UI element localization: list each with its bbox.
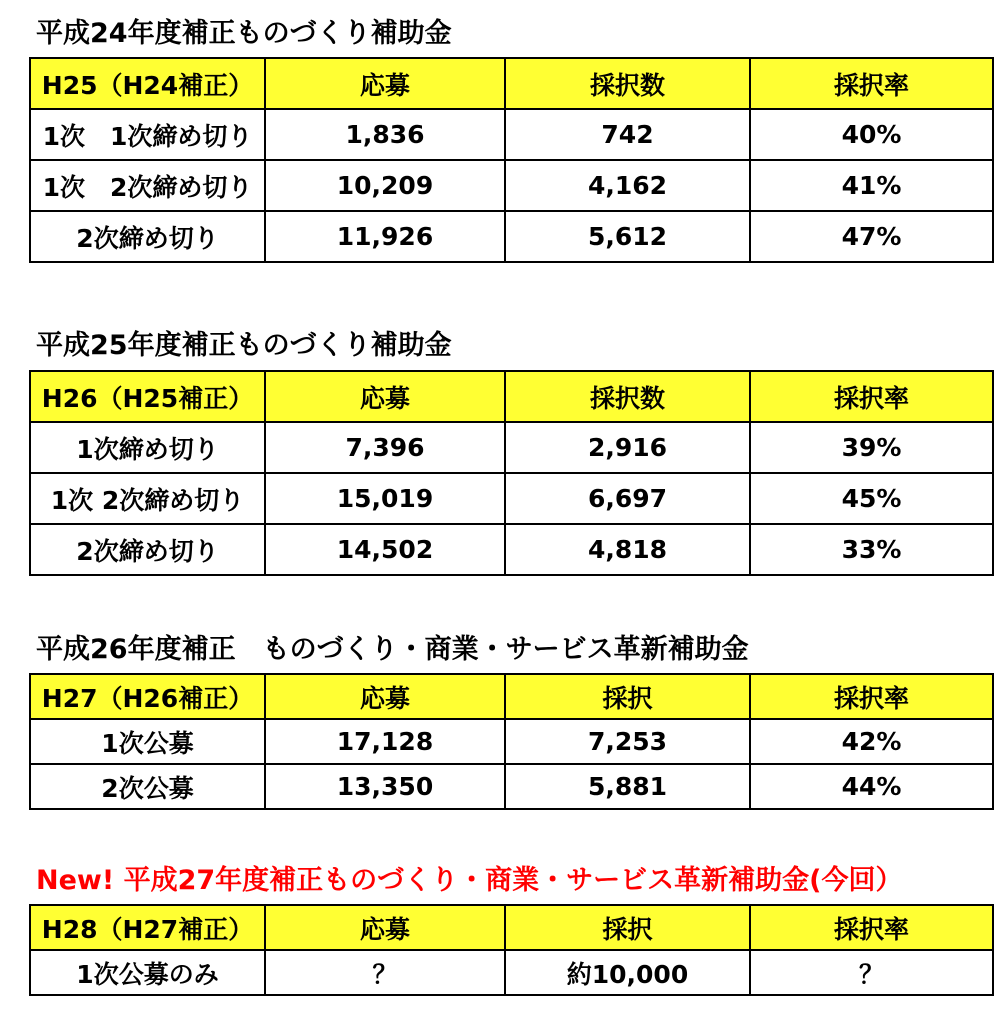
- cell-rate: ？: [750, 950, 993, 995]
- table-header-row: [30, 371, 993, 422]
- cell-applications: 14,502: [265, 524, 505, 575]
- table-row: [30, 764, 993, 809]
- cell-period: 1次締め切り: [30, 422, 265, 473]
- cell-period: 2次締め切り: [30, 211, 265, 262]
- section-title-h27-new: New! 平成27年度補正ものづくり・商業・サービス革新補助金(今回）: [36, 865, 903, 896]
- table-row: [30, 473, 993, 524]
- header-period: H26（H25補正）: [30, 371, 265, 422]
- cell-adopted: 約10,000: [505, 950, 750, 995]
- table-row: [30, 160, 993, 211]
- cell-rate: 41%: [750, 160, 993, 211]
- header-adopted-count: 採択数: [505, 371, 750, 422]
- header-applications: 応募: [265, 58, 505, 109]
- cell-period: 2次締め切り: [30, 524, 265, 575]
- header-applications: 応募: [265, 371, 505, 422]
- header-applications: 応募: [265, 674, 505, 719]
- cell-applications: ？: [265, 950, 505, 995]
- table-h26-subsidy: [29, 673, 994, 810]
- table-row: [30, 422, 993, 473]
- header-adoption-rate: 採択率: [750, 674, 993, 719]
- table-header-row: [30, 674, 993, 719]
- header-adoption-rate: 採択率: [750, 905, 993, 950]
- cell-adopted: 5,881: [505, 764, 750, 809]
- cell-adopted: 6,697: [505, 473, 750, 524]
- cell-adopted: 2,916: [505, 422, 750, 473]
- cell-adopted: 4,162: [505, 160, 750, 211]
- cell-applications: 7,396: [265, 422, 505, 473]
- cell-adopted: 7,253: [505, 719, 750, 764]
- cell-applications: 17,128: [265, 719, 505, 764]
- table-row: [30, 211, 993, 262]
- cell-applications: 15,019: [265, 473, 505, 524]
- cell-adopted: 5,612: [505, 211, 750, 262]
- cell-period: 1次公募のみ: [30, 950, 265, 995]
- cell-rate: 39%: [750, 422, 993, 473]
- cell-applications: 1,836: [265, 109, 505, 160]
- table-h27-subsidy: [29, 904, 994, 996]
- cell-adopted: 4,818: [505, 524, 750, 575]
- table-h24-subsidy: [29, 57, 994, 263]
- cell-adopted: 742: [505, 109, 750, 160]
- table-row: [30, 524, 993, 575]
- section-title-h26: 平成26年度補正 ものづくり・商業・サービス革新補助金: [36, 634, 749, 665]
- table-header-row: [30, 58, 993, 109]
- cell-rate: 47%: [750, 211, 993, 262]
- cell-period: 1次 2次締め切り: [30, 473, 265, 524]
- cell-applications: 11,926: [265, 211, 505, 262]
- header-period: H27（H26補正）: [30, 674, 265, 719]
- header-period: H28（H27補正）: [30, 905, 265, 950]
- header-period: H25（H24補正）: [30, 58, 265, 109]
- cell-applications: 13,350: [265, 764, 505, 809]
- header-applications: 応募: [265, 905, 505, 950]
- header-adopted-count: 採択数: [505, 58, 750, 109]
- cell-rate: 33%: [750, 524, 993, 575]
- cell-period: 2次公募: [30, 764, 265, 809]
- table-header-row: [30, 905, 993, 950]
- table-row: [30, 719, 993, 764]
- section-title-h25: 平成25年度補正ものづくり補助金: [36, 330, 452, 361]
- cell-rate: 40%: [750, 109, 993, 160]
- section-title-h24: 平成24年度補正ものづくり補助金: [36, 18, 452, 49]
- cell-applications: 10,209: [265, 160, 505, 211]
- header-adoption-rate: 採択率: [750, 371, 993, 422]
- cell-period: 1次公募: [30, 719, 265, 764]
- header-adoption-rate: 採択率: [750, 58, 993, 109]
- table-row: [30, 109, 993, 160]
- cell-rate: 44%: [750, 764, 993, 809]
- header-adopted-count: 採択: [505, 905, 750, 950]
- table-row: [30, 950, 993, 995]
- cell-rate: 45%: [750, 473, 993, 524]
- cell-rate: 42%: [750, 719, 993, 764]
- cell-period: 1次 1次締め切り: [30, 109, 265, 160]
- header-adopted-count: 採択: [505, 674, 750, 719]
- table-h25-subsidy: [29, 370, 994, 576]
- cell-period: 1次 2次締め切り: [30, 160, 265, 211]
